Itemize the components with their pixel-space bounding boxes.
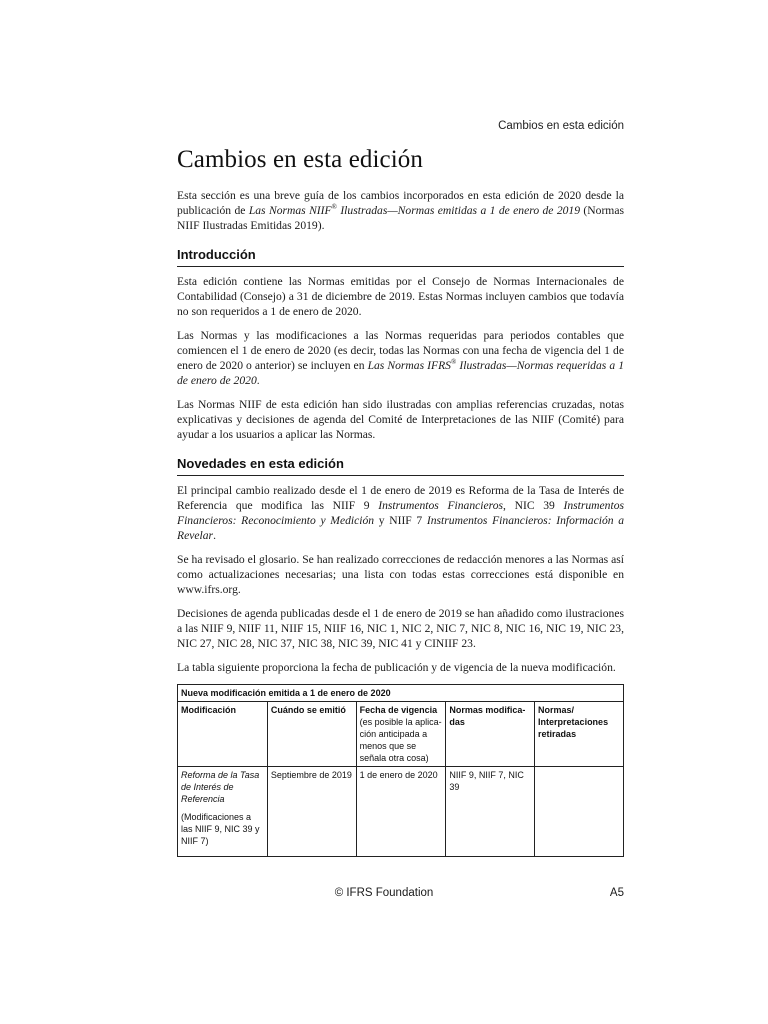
table-caption: Nueva modificación emitida a 1 de enero de 2020 <box>178 685 624 702</box>
section-novedades <box>177 456 624 675</box>
table-header-note: (es posible la aplica-ción anticipada a menos que se señala otra cosa) <box>359 717 442 763</box>
table-header: Normas/ Interpretaciones retiradas <box>535 702 624 767</box>
table-header: Fecha de vigencia (es posible la aplica-ción anticipada a menos que se señala otra cosa) <box>356 702 446 767</box>
table-cell: 1 de enero de 2020 <box>356 767 446 857</box>
table-header: Normas modifica-das <box>446 702 535 767</box>
paragraph: La tabla siguiente proporciona la fecha de publicación y de vigencia de la nueva modificación. <box>177 661 616 674</box>
section-heading-introduccion: Introducción <box>177 247 624 267</box>
section-heading-novedades: Novedades en esta edición <box>177 456 624 476</box>
page-title: Cambios en esta edición <box>177 146 423 173</box>
table-cell <box>535 767 624 857</box>
page-number: A5 <box>609 887 624 899</box>
table-header-row <box>178 702 624 767</box>
paragraph: Esta edición contiene las Normas emitidas por el Consejo de Normas Internacionales de Contabilidad (Consejo) a 31 de diciembre de 2019. Estas Normas incluyen cambios que todavía no son requeridos a 1 de enero de 2020. <box>177 275 624 318</box>
table-header: Cuándo se emitió <box>267 702 356 767</box>
table-row <box>178 767 624 857</box>
running-head: Cambios en esta edición <box>498 120 624 132</box>
paragraph: Las Normas NIIF de esta edición han sido ilustradas con amplias referencias cruzadas, notas explicativas y decisiones de agenda del Comité de Interpretaciones de las NIIF (Comité) para ayudar a los usuarios a aplicar las Normas. <box>177 398 624 441</box>
section-introduccion <box>177 247 624 442</box>
footer-copyright: © IFRS Foundation <box>334 887 434 899</box>
intro-paragraph: Esta sección es una breve guía de los cambios incorporados en esta edición de 2020 desde la publicación de Las Normas NIIF® Ilustradas—Normas emitidas a 1 de enero de 2019 (Normas NIIF Ilustradas Emitidas 2019). <box>177 189 624 232</box>
paragraph: El principal cambio realizado desde el 1 de enero de 2019 es Reforma de la Tasa de Interés de Referencia que modifica las NIIF 9 Instrumentos Financieros, NIC 39 Instrumentos Financieros: Reconocimiento y Medición y NIIF 7 Instrumentos Financieros: Información a Revelar. <box>177 484 625 542</box>
amendments-table <box>177 684 624 857</box>
table-cell: Reforma de la Tasa de Interés de Referencia (Modificaciones a las NIIF 9, NIC 39 y NIIF 7) <box>178 767 268 857</box>
table-header: Modificación <box>178 702 268 767</box>
page-content <box>177 146 624 857</box>
paragraph: Decisiones de agenda publicadas desde el 1 de enero de 2019 se han añadido como ilustraciones a las NIIF 9, NIIF 11, NIIF 15, NIIF 16, NIC 1, NIC 2, NIC 7, NIC 8, NIC 16, NIC 19, NIC 23, NIC 27, NIC 28, NIC 37, NIC 38, NIC 39, NIC 41 y CINIIF 23. <box>177 607 624 650</box>
paragraph: Las Normas y las modificaciones a las Normas requeridas para periodos contables que comiencen el 1 de enero de 2020 (es decir, todas las Normas con una fecha de vigencia del 1 de enero de 2020 o anterior) se incluyen en Las Normas IFRS® Ilustradas—Normas requeridas a 1 de enero de 2020. <box>177 329 624 387</box>
table-cell: Septiembre de 2019 <box>267 767 356 857</box>
table-cell: NIIF 9, NIIF 7, NIC 39 <box>446 767 535 857</box>
paragraph: Se ha revisado el glosario. Se han realizado correcciones de redacción menores a las Normas así como actualizaciones necesarias; una lista con todas estas correcciones está disponible en www.ifrs.org. <box>177 553 624 596</box>
